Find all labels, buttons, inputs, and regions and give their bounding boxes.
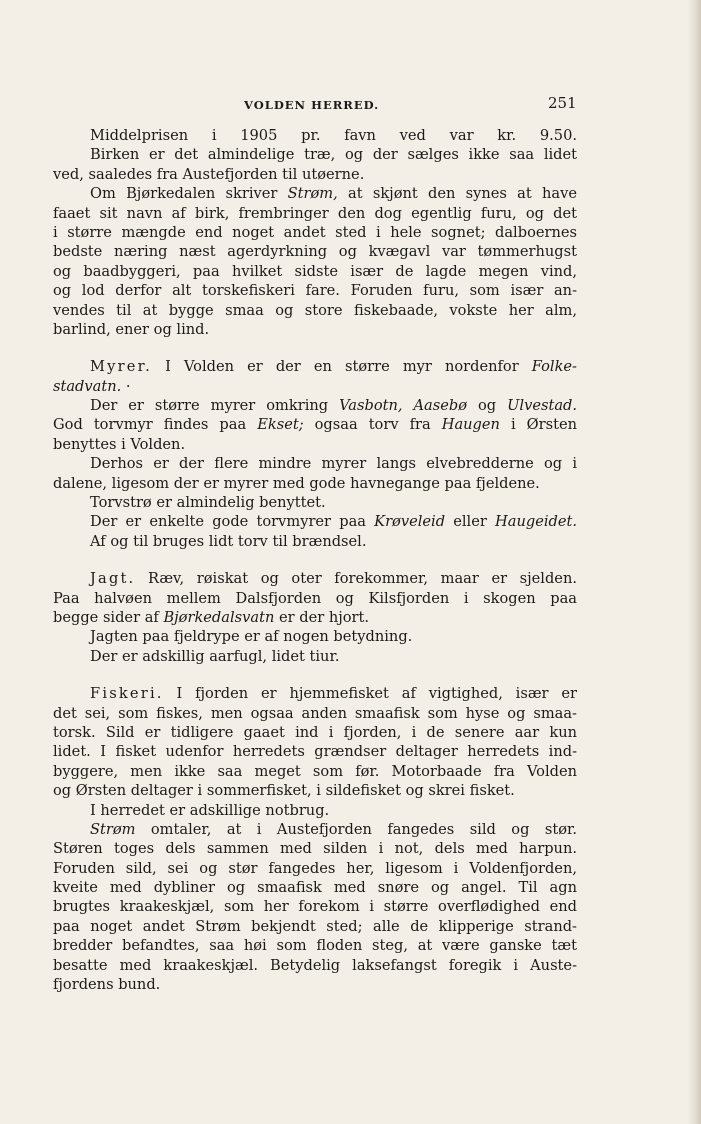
text-run: I herredet er adskillige notbrug. (90, 801, 330, 819)
text-run: fjordens bund. (53, 976, 161, 994)
text-line (53, 532, 577, 551)
text-run: lidet. I fisket udenfor herredets grændser deltager herredets ind- (53, 743, 577, 761)
text-run: byggere, men ikke saa meget som før. Motorbaade fra Volden (53, 762, 577, 780)
text-line (53, 956, 577, 975)
section-gap (53, 666, 577, 684)
text-run: Der er enkelte gode torvmyrer paa (90, 513, 375, 531)
text-run: ved, saaledes fra Austefjorden til utøerne. (53, 165, 365, 183)
text-line (53, 145, 577, 164)
text-run: Birken er det almindelige træ, og der sælges ikke saa lidet (90, 146, 577, 164)
text-run: · (121, 377, 131, 395)
text-run: og Ørsten deltager i sommerfisket, i sildefisket og skrei fisket. (53, 782, 515, 800)
text-line (53, 569, 577, 588)
section-heading: Myrer. (90, 358, 153, 376)
italic-text: Vasbotn, Aasebø (339, 397, 468, 415)
text-line (53, 839, 577, 858)
text-run: kveite med dybliner og smaafisk med snøre og angel. Til agn (53, 879, 577, 897)
text-run: i større mængde end noget andet sted i hele sognet; dalboernes (53, 223, 577, 241)
text-run: I Volden er der en større myr nordenfor (152, 358, 532, 376)
text-line (53, 262, 577, 281)
text-run: dalene, ligesom der er myrer med gode havnegange paa fjeldene. (53, 474, 540, 492)
text-run: faaet sit navn af birk, frembringer den dog egentlig furu, og det (53, 204, 577, 222)
text-run: omtaler, at i Austefjorden fangedes sild og stør. (135, 820, 577, 838)
text-line (53, 608, 577, 627)
text-line (53, 742, 577, 761)
text-run: brugtes kraakeskjæl, som her forekom i større overflødighed end (53, 898, 577, 916)
italic-text: Haugen (441, 416, 500, 434)
text-run: barlind, ener og lind. (53, 320, 210, 338)
text-line (53, 975, 577, 994)
text-line (53, 396, 577, 415)
text-line (53, 627, 577, 646)
text-run: i Ørsten (499, 416, 578, 434)
page-edge-shadow (687, 0, 701, 1124)
page-number: 251 (548, 94, 577, 112)
text-line (53, 126, 577, 145)
text-run: I fjorden er hjemmefisket af vigtighed, især er (163, 685, 577, 703)
italic-text: Krøveleid (374, 513, 446, 531)
text-run: besatte med kraakeskjæl. Betydelig laksefangst foregik i Auste- (53, 956, 577, 974)
text-line (53, 723, 577, 742)
text-line (53, 184, 577, 203)
text-run: Der er større myrer omkring (90, 397, 340, 415)
italic-text: Ulvestad. (507, 397, 578, 415)
italic-text: Ekset; (257, 416, 304, 434)
text-run: det sei, som fiskes, men ogsaa anden smaafisk som hyse og smaa- (53, 704, 577, 722)
text-run: paa noget andet Strøm bekjendt sted; alle de klipperige strand- (53, 917, 577, 935)
text-line (53, 357, 577, 376)
text-line (53, 415, 577, 434)
text-line (53, 589, 577, 608)
text-line (53, 647, 577, 666)
text-line (53, 377, 577, 396)
italic-text: Strøm, (287, 185, 338, 203)
text-line (53, 281, 577, 300)
text-run: Middelprisen i 1905 pr. favn ved var kr. 9.50. (90, 127, 577, 144)
section-gap (53, 339, 577, 357)
text-run: Om Bjørkedalen skriver (90, 185, 288, 203)
text-line (53, 762, 577, 781)
text-run: ogsaa torv fra (303, 416, 442, 434)
text-run: Af og til bruges lidt torv til brændsel. (90, 532, 367, 550)
text-line (53, 684, 577, 703)
text-run: benyttes i Volden. (53, 435, 186, 453)
page-header (0, 94, 701, 116)
text-run: Torvstrø er almindelig benyttet. (90, 494, 326, 512)
text-line (53, 204, 577, 223)
text-run: at skjønt den synes at have (337, 185, 577, 203)
text-run: Paa halvøen mellem Dalsfjorden og Kilsfjorden i skogen paa (53, 589, 577, 607)
text-line (53, 820, 577, 839)
text-run: begge sider af (53, 608, 164, 626)
text-run: Jagten paa fjeldrype er af nogen betydning. (90, 628, 413, 646)
text-run: Der er adskillig aarfugl, lidet tiur. (90, 647, 340, 665)
text-line (53, 878, 577, 897)
body-text (53, 126, 577, 994)
text-line (53, 242, 577, 261)
text-line (53, 859, 577, 878)
text-run: bredder befandtes, saa høi som floden steg, at være ganske tæt (53, 937, 577, 955)
text-run: og baadbyggeri, paa hvilket sidste især de lagde megen vind, (53, 262, 577, 280)
text-run: Støren toges dels sammen med silden i not, dels med harpun. (53, 840, 577, 858)
text-run: Derhos er der flere mindre myrer langs elvebredderne og i (90, 455, 577, 473)
running-head: VOLDEN HERRED. (244, 98, 380, 112)
text-line (53, 936, 577, 955)
section-gap (53, 551, 577, 569)
text-line (53, 917, 577, 936)
text-line (53, 301, 577, 320)
text-run: og (467, 397, 508, 415)
text-line (53, 781, 577, 800)
text-run: vendes til at bygge smaa og store fiskebaade, vokste her alm, (53, 301, 577, 319)
text-run: eller (445, 513, 496, 531)
text-run: er der hjort. (274, 608, 370, 626)
text-run: Foruden sild, sei og stør fangedes her, ligesom i Voldenfjorden, (53, 859, 577, 877)
section-heading: Jagt. (90, 570, 136, 588)
text-line (53, 493, 577, 512)
text-line (53, 897, 577, 916)
text-line (53, 320, 577, 339)
text-line (53, 454, 577, 473)
text-line (53, 435, 577, 454)
text-run: bedste næring næst agerdyrkning og kvægavl var tømmerhugst (53, 243, 577, 261)
italic-text: Folke- (531, 358, 577, 376)
text-line (53, 801, 577, 820)
text-line (53, 474, 577, 493)
text-line (53, 223, 577, 242)
text-run: God torvmyr findes paa (53, 416, 258, 434)
text-run: og lod derfor alt torskefiskeri fare. Foruden furu, som især an- (53, 282, 577, 300)
text-line (53, 512, 577, 531)
italic-text: Haugeidet. (495, 513, 577, 531)
text-run: Ræv, røiskat og oter forekommer, maar er sjelden. (135, 570, 577, 588)
text-line (53, 165, 577, 184)
text-line (53, 704, 577, 723)
section-heading: Fiskeri. (90, 685, 164, 703)
italic-text: Strøm (90, 820, 136, 838)
italic-text: stadvatn. (53, 377, 122, 395)
italic-text: Bjørkedalsvatn (163, 608, 275, 626)
text-run: torsk. Sild er tidligere gaaet ind i fjorden, i de senere aar kun (53, 723, 577, 741)
